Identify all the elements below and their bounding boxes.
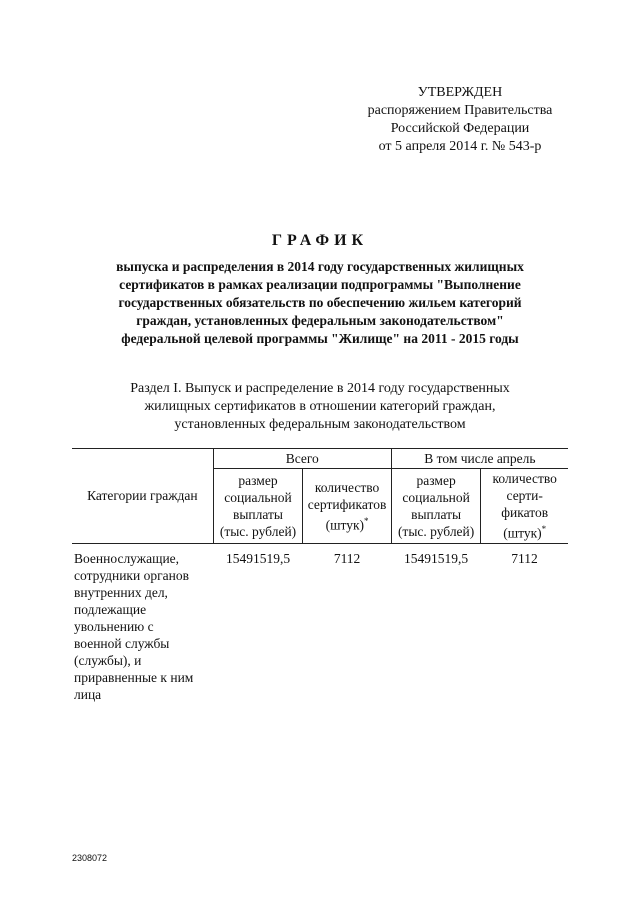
row-total-size: 15491519,5 — [225, 550, 291, 566]
section-heading — [80, 380, 560, 434]
row-april-count: 7112 — [511, 550, 538, 566]
footnote-mark: * — [541, 524, 547, 534]
table-row — [72, 543, 568, 703]
subtitle-line: выпуска и распределения в 2014 году государственных жилищных — [116, 259, 524, 274]
subtitle-line: сертификатов в рамках реализации подпрограммы "Выполнение — [119, 277, 521, 292]
document-code: 2308072 — [72, 853, 108, 863]
header-group-april: В том числе апрель — [391, 449, 568, 469]
approval-heading: УТВЕРЖДЕН — [417, 85, 503, 100]
header-total-size: размер социальной выплаты (тыс. рублей) — [213, 469, 303, 544]
approval-line: распоряжением Правительства — [367, 103, 553, 118]
section-line: жилищных сертификатов в отношении категорий граждан, — [144, 399, 496, 414]
header-april-size: размер социальной выплаты (тыс. рублей) — [391, 469, 481, 544]
subtitle-line: федеральной целевой программы "Жилище" на 2011 - 2015 годы — [121, 331, 519, 346]
row-april-size: 15491519,5 — [404, 550, 469, 566]
subtitle-line: государственных обязательств по обеспечению жильем категорий — [118, 295, 522, 310]
header-april-count: количество серти- фикатов (штук)* — [481, 469, 568, 544]
subtitle-line: граждан, установленных федеральным законодательством" — [136, 313, 504, 328]
header-category: Категории граждан — [72, 449, 213, 544]
certificates-table — [72, 448, 568, 703]
footnote-mark: * — [364, 515, 369, 526]
approval-block — [340, 84, 580, 156]
header-total-count: количество сертификатов (штук)* — [303, 469, 392, 544]
document-title: ГРАФИК — [271, 232, 369, 249]
section-line: установленных федеральным законодательством — [174, 417, 466, 432]
header-group-total: Всего — [213, 449, 391, 469]
approval-line: Российской Федерации — [390, 121, 530, 136]
row-total-count: 7112 — [333, 550, 361, 566]
section-line: Раздел I. Выпуск и распределение в 2014 году государственных — [130, 381, 510, 396]
approval-date: от 5 апреля 2014 г. № 543-р — [378, 139, 542, 154]
document-subtitle — [60, 258, 580, 348]
row-category: Военнослужащие, сотрудники органов внутренних дел, подлежащие увольнению с военной службы (службы), и приравненные к ним лица — [74, 550, 194, 702]
